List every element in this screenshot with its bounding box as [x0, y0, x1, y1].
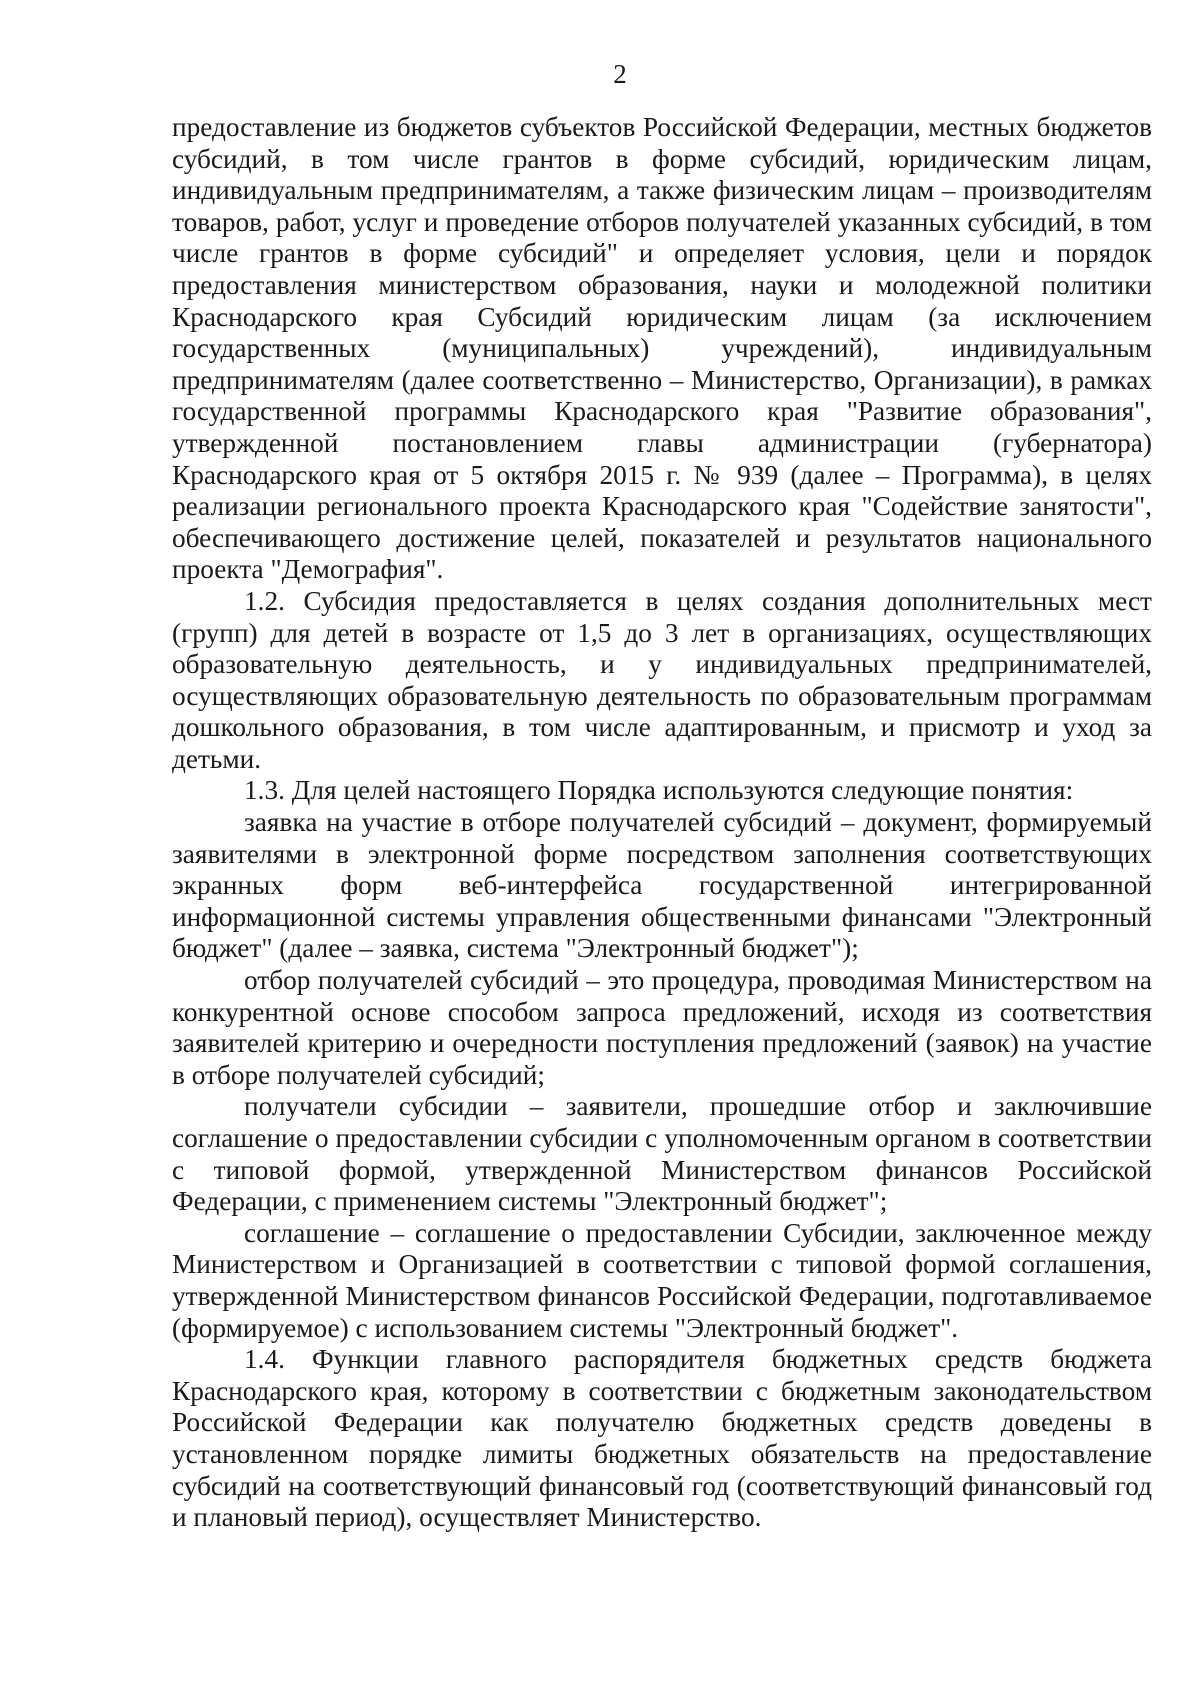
- paragraph-definition-agreement: соглашение – соглашение о предоставлении Субсидии, заключенное между Министерством и Организацией в соответствии с типовой формой соглашения, утвержденной Министерством финансов Российской Федерации, подготавливаемое (формируемое) с использованием системы "Электронный бюджет".: [172, 1217, 1152, 1343]
- paragraph-clause-1-3: 1.3. Для целей настоящего Порядка используются следующие понятия:: [244, 775, 1074, 806]
- paragraph-clause-1-4: 1.4. Функции главного распорядителя бюджетных средств бюджета Краснодарского края, которому в соответствии с бюджетным законодательством Российской Федерации как получателю бюджетных средств доведены в установленном порядке лимиты бюджетных обязательств на предоставление субсидий на соответствующий финансовый год (соответствующий финансовый год и плановый период), осуществляет Министерство.: [172, 1344, 1152, 1533]
- paragraph-intro-continuation: предоставление из бюджетов субъектов Российской Федерации, местных бюджетов субсидий, в том числе грантов в форме субсидий, юридическим лицам, индивидуальным предпринимателям, а также физическим лицам – производителям товаров, работ, услуг и проведение отборов получателей указанных субсидий, в том числе грантов в форме субсидий" и определяет условия, цели и порядок предоставления министерством образования, науки и молодежной политики Краснодарского края Субсидий юридическим лицам (за исключением государственных (муниципальных) учреждений), индивидуальным предпринимателям (далее соответственно – Министерство, Организации), в рамках государственной программы Краснодарского края "Развитие образования", утвержденной постановлением главы администрации (губернатора) Краснодарского края от 5 октября 2015 г. № 939 (далее – Программа), в целях реализации регионального проекта Краснодарского края "Содействие занятости", обеспечивающего достижение целей, показателей и результатов национального проекта "Демография".: [172, 112, 1152, 585]
- paragraph-definition-selection: отбор получателей субсидий – это процедура, проводимая Министерством на конкурентной основе способом запроса предложений, исходя из соответствия заявителей критерию и очередности поступления предложений (заявок) на участие в отборе получателей субсидий;: [172, 965, 1152, 1090]
- paragraph-definition-recipients: получатели субсидии – заявители, прошедшие отбор и заключившие соглашение о предоставлении субсидии с уполномоченным органом в соответствии с типовой формой, утвержденной Министерством финансов Российской Федерации, с применением системы "Электронный бюджет";: [172, 1091, 1152, 1217]
- document-body: [172, 112, 1152, 1534]
- page-number: 2: [613, 59, 627, 89]
- paragraph-definition-application: заявка на участие в отборе получателей субсидий – документ, формируемый заявителями в электронной форме посредством заполнения соответствующих экранных форм веб-интерфейса государственной интегрированной информационной системы управления общественными финансами "Электронный бюджет" (далее – заявка, система "Электронный бюджет");: [172, 807, 1152, 964]
- paragraph-clause-1-2: 1.2. Субсидия предоставляется в целях создания дополнительных мест (групп) для детей в возрасте от 1,5 до 3 лет в организациях, осуществляющих образовательную деятельность, и у индивидуальных предпринимателей, осуществляющих образовательную деятельность по образовательным программам дошкольного образования, в том числе адаптированным, и присмотр и уход за детьми.: [172, 585, 1152, 774]
